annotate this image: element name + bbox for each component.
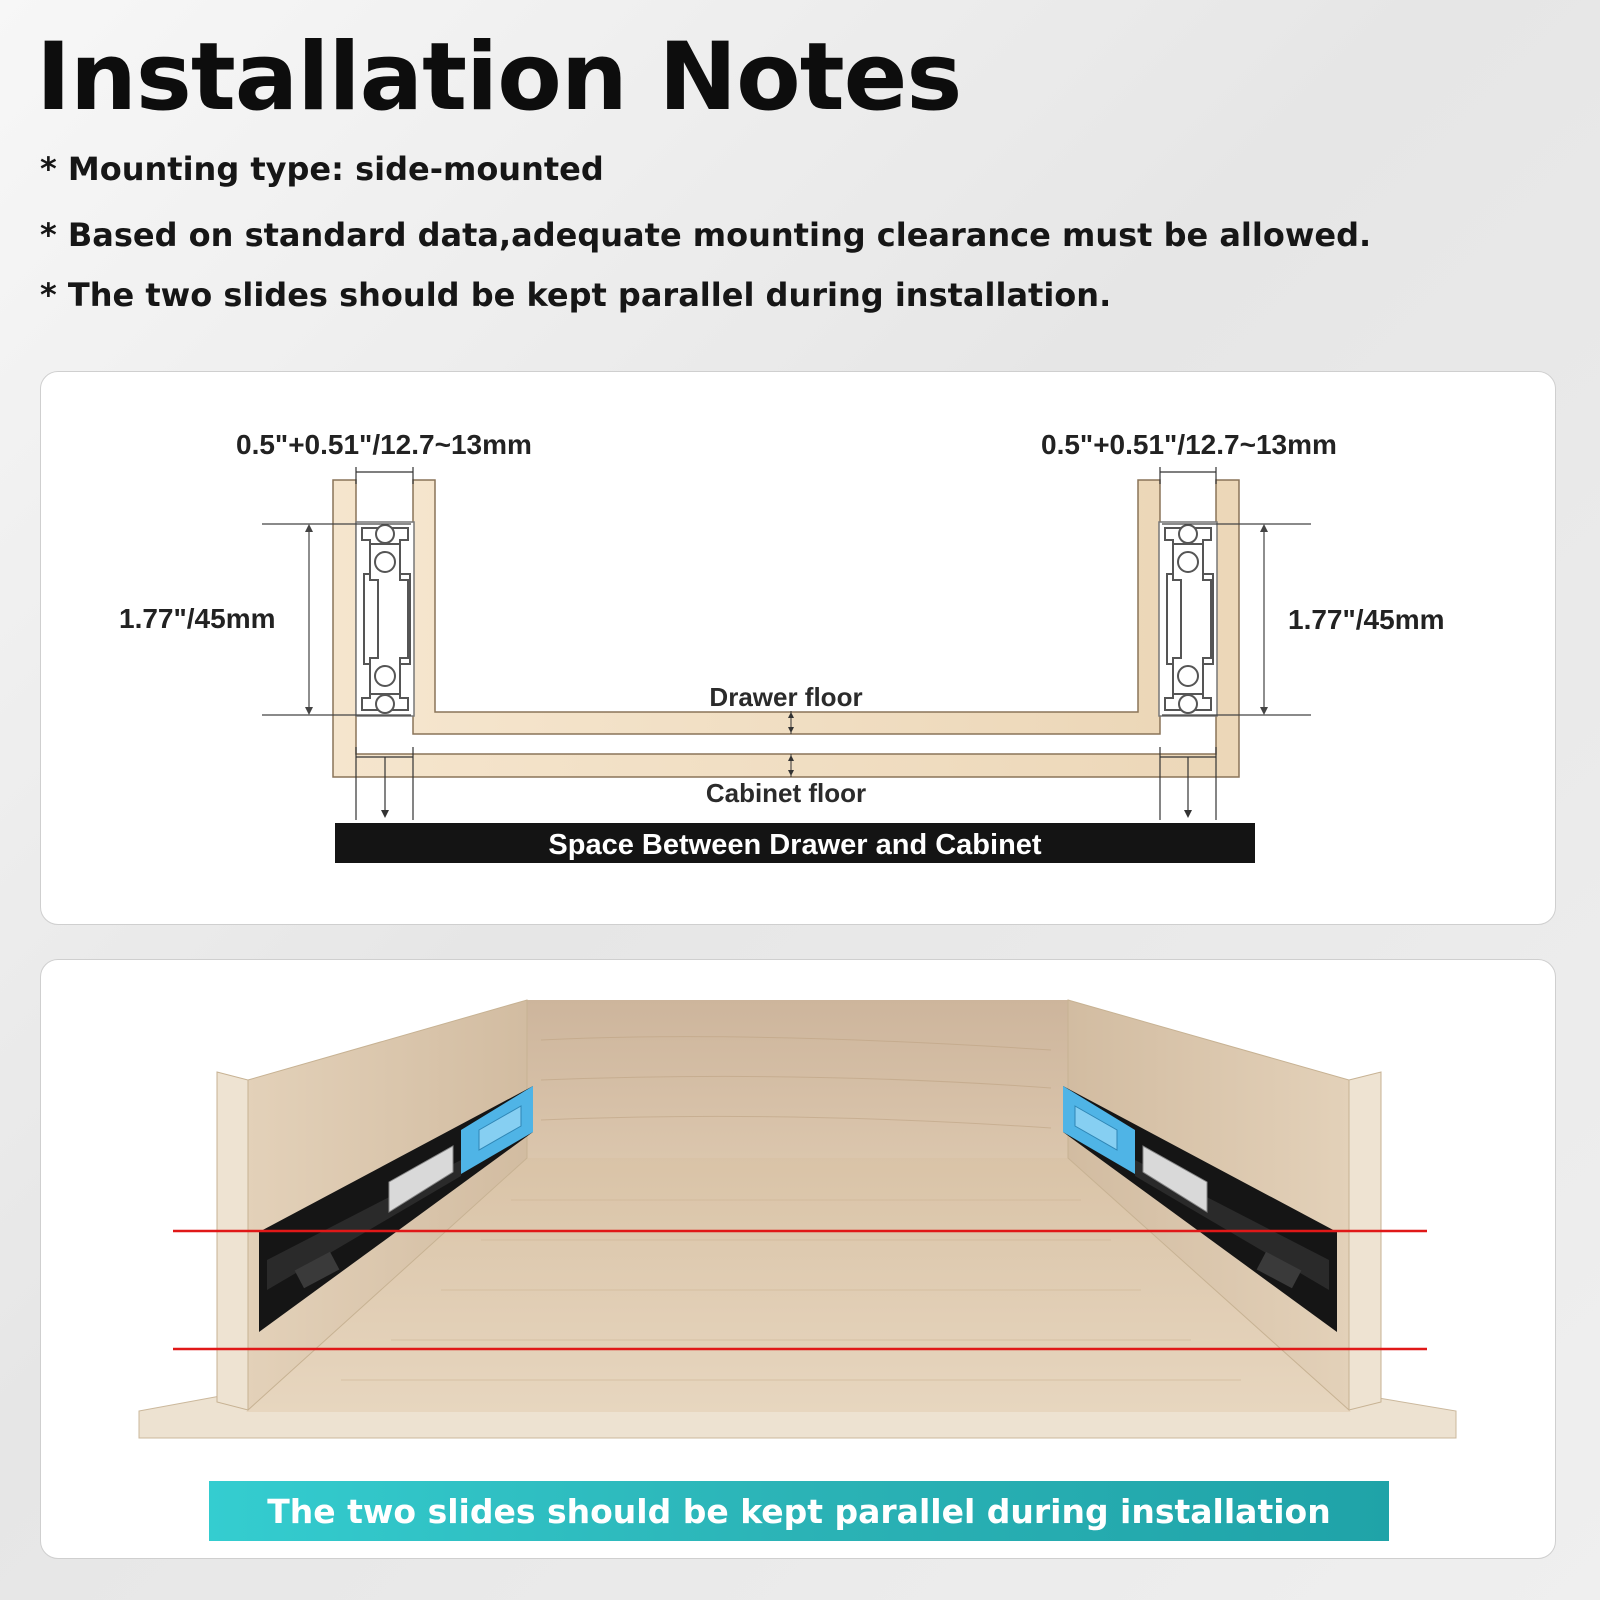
cabinet-floor-label: Cabinet floor	[705, 778, 867, 808]
right-slide-profile	[1159, 522, 1217, 716]
left-clearance-dimension	[356, 467, 413, 484]
parallel-banner: The two slides should be kept parallel during installation	[209, 1481, 1389, 1541]
drawer-illustration	[41, 960, 1555, 1558]
drawer-floor-label: Drawer floor	[709, 682, 863, 712]
note-mounting-type: * Mounting type: side-mounted	[40, 150, 604, 188]
note-parallel: * The two slides should be kept parallel during installation.	[40, 276, 1112, 314]
space-bar-label: Space Between Drawer and Cabinet	[548, 829, 1042, 861]
right-clearance-label: 0.5"+0.51"/12.7~13mm	[1041, 429, 1337, 460]
right-height-label: 1.77"/45mm	[1288, 604, 1445, 635]
right-side-edge	[1349, 1072, 1381, 1410]
left-height-label: 1.77"/45mm	[119, 603, 276, 634]
left-clearance-label: 0.5"+0.51"/12.7~13mm	[236, 429, 532, 460]
left-side-edge	[217, 1072, 248, 1410]
cross-section-diagram	[41, 372, 1555, 924]
right-clearance-dimension	[1160, 467, 1216, 484]
page-title: Installation Notes	[36, 23, 962, 132]
left-slide-profile	[356, 522, 414, 716]
drawer-photo-panel	[40, 959, 1556, 1559]
note-clearance: * Based on standard data,adequate mounting clearance must be allowed.	[40, 216, 1372, 254]
cross-section-panel	[40, 371, 1556, 925]
back-wall	[527, 1000, 1068, 1158]
